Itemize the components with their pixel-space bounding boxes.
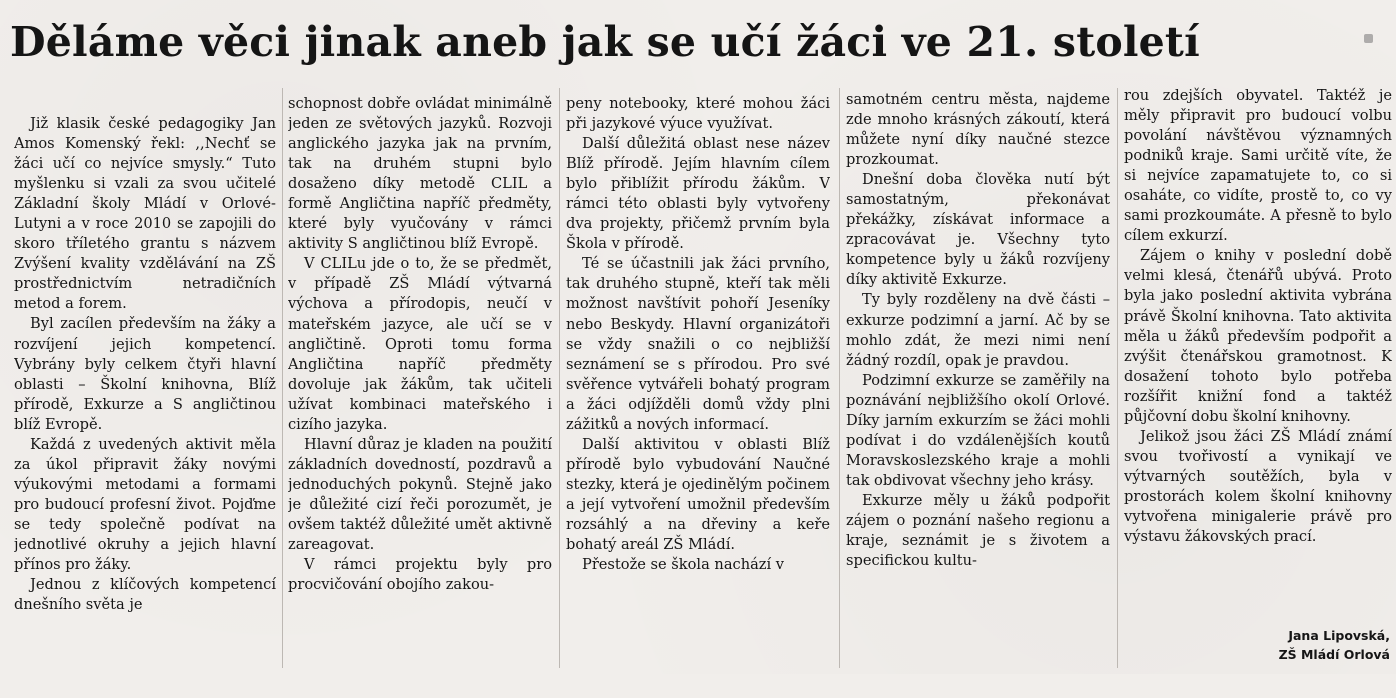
article-paragraph: V rámci projektu byly pro procvičování obojího zakou- bbox=[288, 556, 552, 594]
article-paragraph: Exkurze měly u žáků podpořit zájem o poznání našeho regionu a kraje, seznámit je s životem a specifickou kultu- bbox=[846, 491, 1110, 570]
article-paragraph: Té se účastnili jak žáci prvního, tak druhého stupně, kteří tak měli možnost navštívit pohoří Jeseníky nebo Beskydy. Hlavní organizátoři se vždy snažili o co nejbližší seznámení se s přírodou. Pro své svěřence vytvářeli bohatý program a žáci odjížděli domů vždy plni zážitků a nových informací. bbox=[566, 255, 830, 433]
column-divider bbox=[1117, 88, 1118, 668]
article-column-1 bbox=[14, 114, 276, 698]
article-column-4 bbox=[846, 90, 1110, 674]
article-paragraph: Zájem o knihy v poslední době velmi klesá, čtenářů ubývá. Proto byla jako poslední aktivita vybrána právě Školní knihovna. Tato aktivita měla u žáků především podpořit a zvýšit čtenářskou gramotnost. K dosažení tohoto bylo potřeba rozšířit knižní fond a taktéž půjčovní dobu školní knihovny. bbox=[1124, 247, 1392, 425]
article-paragraph: samotném centru města, najdeme zde mnoho krásných zákoutí, která můžete nyní díky naučné stezce prozkoumat. bbox=[846, 91, 1110, 169]
column-divider bbox=[839, 88, 840, 668]
article-column-2 bbox=[288, 94, 552, 678]
author-affiliation: ZŠ Mládí Orlová bbox=[1278, 647, 1390, 662]
article-paragraph: Již klasik české pedagogiky Jan Amos Komenský řekl: ,,Nechť se žáci učí co nejvíce smysly.“ Tuto myšlenku si vzali za svou učitelé Základní školy Mládí v Orlové-Lutyni a v roce 2010 se zapojili do skoro tříletého grantu s názvem Zvýšení kvality vzdělávání na ZŠ prostřednictvím netradičních metod a forem. bbox=[14, 115, 276, 313]
page-corner-mark bbox=[1364, 34, 1373, 43]
article-column-3 bbox=[566, 94, 830, 678]
article-paragraph: Dnešní doba člověka nutí být samostatným, překonávat překážky, získávat informace a zpracovávat je. Všechny tyto kompetence byly u žáků rozvíjeny díky aktivitě Exkurze. bbox=[846, 171, 1110, 289]
article-paragraph: Ty byly rozděleny na dvě části – exkurze podzimní a jarní. Ač by se mohlo zdát, že mezi nimi není žádný rozdíl, opak je pravdou. bbox=[846, 291, 1110, 369]
article-column-5 bbox=[1124, 86, 1392, 670]
article-paragraph: Přestože se škola nachází v bbox=[582, 556, 785, 574]
article-paragraph: Další důležitá oblast nese název Blíž přírodě. Jejím hlavním cílem bylo přiblížit přírodu žákům. V rámci této oblasti byly vytvořeny dva projekty, přičemž prvním byla Škola v přírodě. bbox=[566, 135, 830, 253]
article-paragraph: Každá z uvedených aktivit měla za úkol připravit žáky novými výukovými metodami a formami pro budoucí profesní život. Pojďme se tedy společně podívat na jednotlivé okruhy a jejich hlavní přínos pro žáky. bbox=[14, 435, 276, 574]
article-paragraph: V CLILu jde o to, že se předmět, v případě ZŠ Mládí výtvarná výchova a přírodopis, neučí v mateřském jazyce, ale učí se v angličtině. Oproti tomu forma Angličtina napříč předměty dovoluje jak žákům, tak učiteli užívat kombinaci mateřského i cizího jazyka. bbox=[288, 255, 552, 433]
article-paragraph: rou zdejších obyvatel. Taktéž je měly připravit pro budoucí volbu povolání návštěvou významných podniků kraje. Sami určitě víte, že si nejvíce zapamatujete to, co si osaháte, co vidíte, prostě to, co vy sami prozkoumáte. A přesně to bylo cílem exkurzí. bbox=[1124, 87, 1392, 245]
column-divider bbox=[559, 88, 560, 668]
article-paragraph: Hlavní důraz je kladen na použití základních dovedností, pozdravů a jednoduchých pokynů. Stejně jako je důležité cizí řeči porozumět, je ovšem taktéž důležité umět aktivně zareagovat. bbox=[288, 435, 552, 554]
author-name: Jana Lipovská, bbox=[1288, 628, 1390, 643]
article-paragraph: Jelikož jsou žáci ZŠ Mládí známí svou tvořivostí a vynikají ve výtvarných soutěžích, byla v prostorách kolem školní knihovny vytvořena minigalerie právě pro výstavu žákovských prací. bbox=[1124, 427, 1392, 546]
article-paragraph: Byl zacílen především na žáky a rozvíjení jejich kompetencí. Vybrány byly celkem čtyři hlavní oblasti – Školní knihovna, Blíž přírodě, Exkurze a S angličtinou blíž Evropě. bbox=[14, 315, 276, 433]
article-paragraph: Podzimní exkurze se zaměřily na poznávání nejbližšího okolí Orlové. Díky jarním exkurzím se žáci mohli podívat i do vzdálenějších koutů Moravskoslezského kraje a mohli tak obdivovat všechny jeho krásy. bbox=[846, 371, 1110, 489]
column-divider bbox=[282, 88, 283, 668]
article-paragraph: schopnost dobře ovládat minimálně jeden ze světových jazyků. Rozvoji anglického jazyka jak na prvním, tak na druhém stupni bylo dosaženo díky metodě CLIL a formě Angličtina napříč předměty, které byly vyučovány v rámci aktivity S angličtinou blíž Evropě. bbox=[288, 95, 552, 253]
article-paragraph: Jednou z klíčových kompetencí dnešního světa je bbox=[14, 576, 276, 614]
article-paragraph: Další aktivitou v oblasti Blíž přírodě bylo vybudování Naučné stezky, která je ojedinělým počinem a její vytvoření umožnil především rozsáhlý a na dřeviny a keře bohatý areál ZŠ Mládí. bbox=[566, 435, 830, 554]
author-signature bbox=[1140, 626, 1390, 664]
article-paragraph: peny notebooky, které mohou žáci při jazykové výuce využívat. bbox=[566, 95, 830, 133]
article-headline: Děláme věci jinak aneb jak se učí žáci ve 21. století bbox=[10, 18, 1200, 66]
